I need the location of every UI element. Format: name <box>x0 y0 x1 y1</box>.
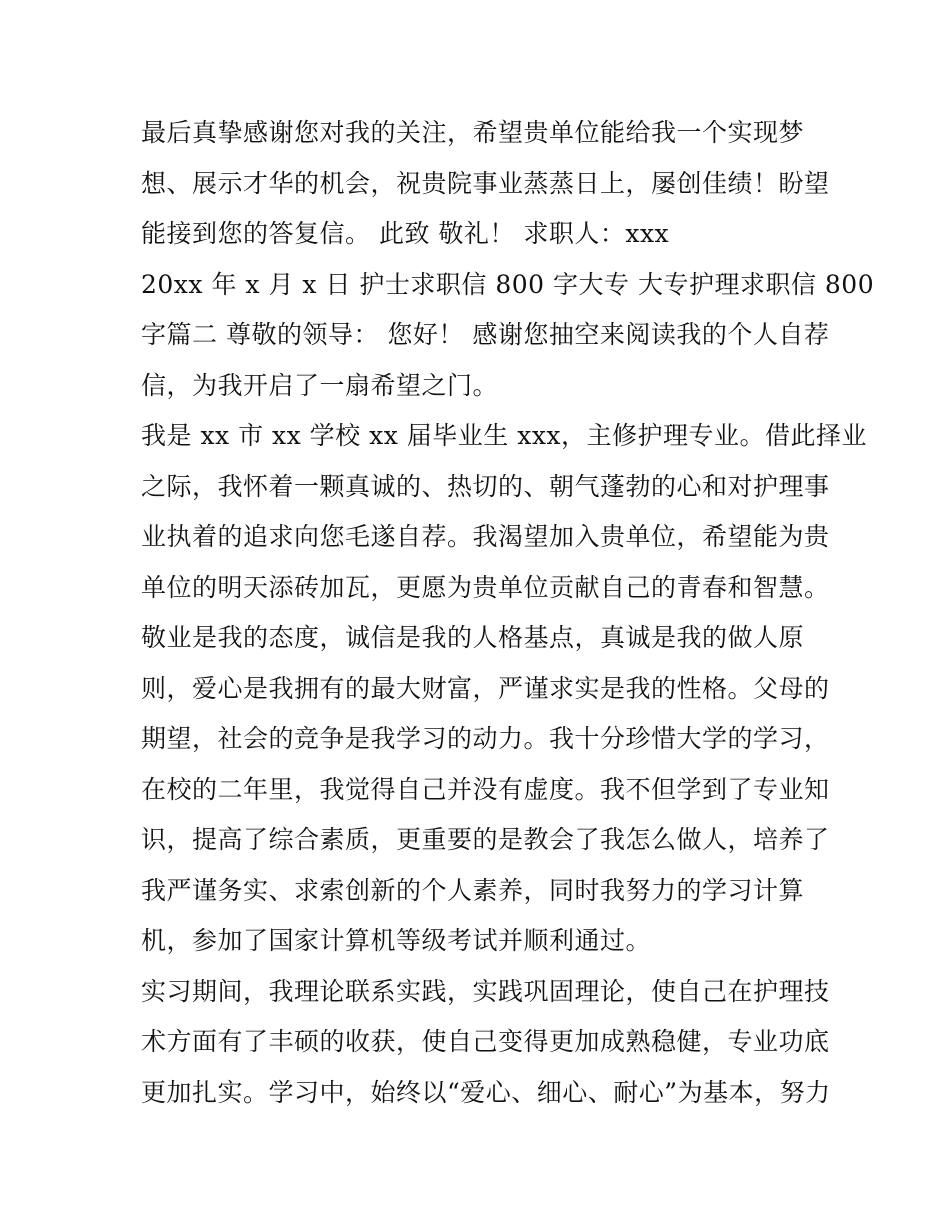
text-line: 业执着的追求向您毛遂自荐。我渴望加入贵单位，希望能为贵 <box>141 522 830 551</box>
text-line: 术方面有了丰硕的收获，使自己变得更加成熟稳健，专业功底 <box>141 1027 830 1056</box>
text-line: 之际，我怀着一颗真诚的、热切的、朝气蓬勃的心和对护理事 <box>141 471 830 501</box>
text-line: 想、展示才华的机会，祝贵院事业蒸蒸日上，屡创佳绩！盼望 <box>141 168 830 198</box>
text-line: 期望，社会的竞争是我学习的动力。我十分珍惜大学的学习， <box>141 724 830 753</box>
text-line: 信，为我开启了一扇希望之门。 <box>141 370 499 400</box>
text-line: 更加扎实。学习中，始终以“爱心、细心、耐心”为基本，努力 <box>141 1077 831 1107</box>
text-line: 我是 xx 市 xx 学校 xx 届毕业生 xxx，主修护理专业。借此择业 <box>141 421 868 450</box>
text-line: 最后真挚感谢您对我的关注，希望贵单位能给我一个实现梦 <box>141 118 805 147</box>
text-line: 敬业是我的态度，诚信是我的人格基点，真诚是我的做人原 <box>141 623 805 652</box>
text-line: 能接到您的答复信。 此致 敬礼！ 求职人：xxx <box>141 219 670 248</box>
text-line: 20xx 年 x 月 x 日 护士求职信 800 字大专 大专护理求职信 800 <box>141 269 875 299</box>
text-line: 字篇二 尊敬的领导： 您好！ 感谢您抽空来阅读我的个人自荐 <box>141 320 830 349</box>
text-line: 实习期间，我理论联系实践，实践巩固理论，使自己在护理技 <box>141 976 830 1006</box>
text-line: 我严谨务实、求索创新的个人素养，同时我努力的学习计算 <box>141 875 805 905</box>
text-line: 识，提高了综合素质，更重要的是教会了我怎么做人，培养了 <box>141 825 830 854</box>
text-line: 则，爱心是我拥有的最大财富，严谨求实是我的性格。父母的 <box>141 673 830 703</box>
text-line: 机，参加了国家计算机等级考试并顺利通过。 <box>141 926 652 955</box>
document-body <box>141 108 875 1118</box>
text-line: 在校的二年里，我觉得自己并没有虚度。我不但学到了专业知 <box>141 774 830 804</box>
text-line: 单位的明天添砖加瓦，更愿为贵单位贡献自己的青春和智慧。 <box>141 572 830 602</box>
